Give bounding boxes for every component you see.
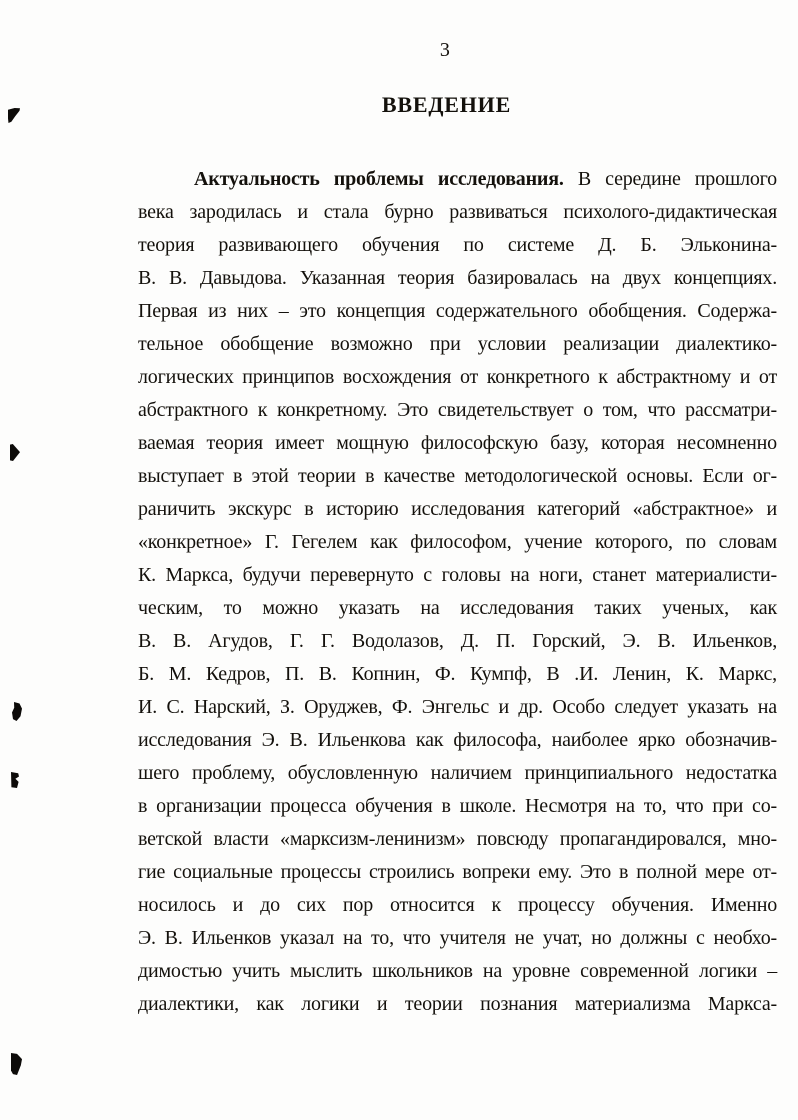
text-line: века зародилась и стала бурно развиваться психолого-дидактическая bbox=[138, 201, 777, 223]
text-line: «конкретное» Г. Гегелем как философом, учение которого, по словам bbox=[138, 531, 777, 553]
ink-smudge bbox=[11, 1053, 22, 1075]
text-line: Б. М. Кедров, П. В. Копнин, Ф. Кумпф, В .И. Ленин, К. Маркс, bbox=[138, 663, 777, 685]
text-line: ветской власти «марксизм-ленинизм» повсюду пропагандировался, мно- bbox=[138, 828, 777, 850]
text-line: логических принципов восхождения от конкретного к абстрактному и от bbox=[138, 366, 777, 388]
text-line: гие социальные процессы строились вопреки ему. Это в полной мере от- bbox=[138, 861, 777, 883]
page-number: 3 bbox=[439, 39, 451, 61]
text-line: абстрактного к конкретному. Это свидетельствует о том, что рассматри- bbox=[138, 399, 777, 421]
text-line: К. Маркса, будучи перевернуто с головы на ноги, станет материалисти- bbox=[138, 564, 777, 586]
text-line: диалектики, как логики и теории познания материализма Маркса- bbox=[138, 993, 777, 1015]
text-line: шего проблему, обусловленную наличием принципиального недостатка bbox=[138, 762, 777, 784]
text-line: Э. В. Ильенков указал на то, что учителя не учат, но должны с необхо- bbox=[138, 927, 777, 949]
text-line: в организации процесса обучения в школе. Несмотря на то, что при со- bbox=[138, 795, 777, 817]
page-title: ВВЕДЕНИЕ bbox=[381, 92, 512, 117]
text-line: В. В. Давыдова. Указанная теория базировалась на двух концепциях. bbox=[138, 267, 777, 289]
ink-smudge bbox=[11, 772, 19, 788]
ink-smudge bbox=[8, 108, 20, 123]
text-line: Первая из них – это концепция содержательного обобщения. Содержа- bbox=[138, 300, 777, 322]
text-line: ваемая теория имеет мощную философскую базу, которая несомненно bbox=[138, 432, 777, 454]
text-line: теория развивающего обучения по системе Д. Б. Эльконина- bbox=[138, 234, 777, 256]
text-line: исследования Э. В. Ильенкова как философа, наиболее ярко обозначив- bbox=[138, 729, 777, 751]
body-text bbox=[138, 163, 777, 1021]
text-line: выступает в этой теории в качестве методологической основы. Если ог- bbox=[138, 465, 777, 487]
ink-smudge bbox=[10, 444, 20, 461]
text-line: носилось и до сих пор относится к процессу обучения. Именно bbox=[138, 894, 777, 916]
text-line: В. В. Агудов, Г. Г. Водолазов, Д. П. Горский, Э. В. Ильенков, bbox=[138, 630, 777, 652]
lead-phrase: Актуальность проблемы исследования. bbox=[194, 168, 564, 190]
text-line: ческим, то можно указать на исследования таких ученых, как bbox=[138, 597, 777, 619]
text-line: тельное обобщение возможно при условии реализации диалектико- bbox=[138, 333, 777, 355]
lead-rest: В середине прошлого bbox=[577, 168, 777, 190]
ink-smudge bbox=[12, 702, 22, 721]
text-line: раничить экскурс в историю исследования категорий «абстрактное» и bbox=[138, 498, 777, 520]
text-line: димостью учить мыслить школьников на уровне современной логики – bbox=[138, 960, 777, 982]
text-line-first bbox=[138, 163, 777, 196]
text-lines bbox=[138, 196, 777, 1021]
text-line: И. С. Нарский, З. Оруджев, Ф. Энгельс и др. Особо следует указать на bbox=[138, 696, 777, 718]
